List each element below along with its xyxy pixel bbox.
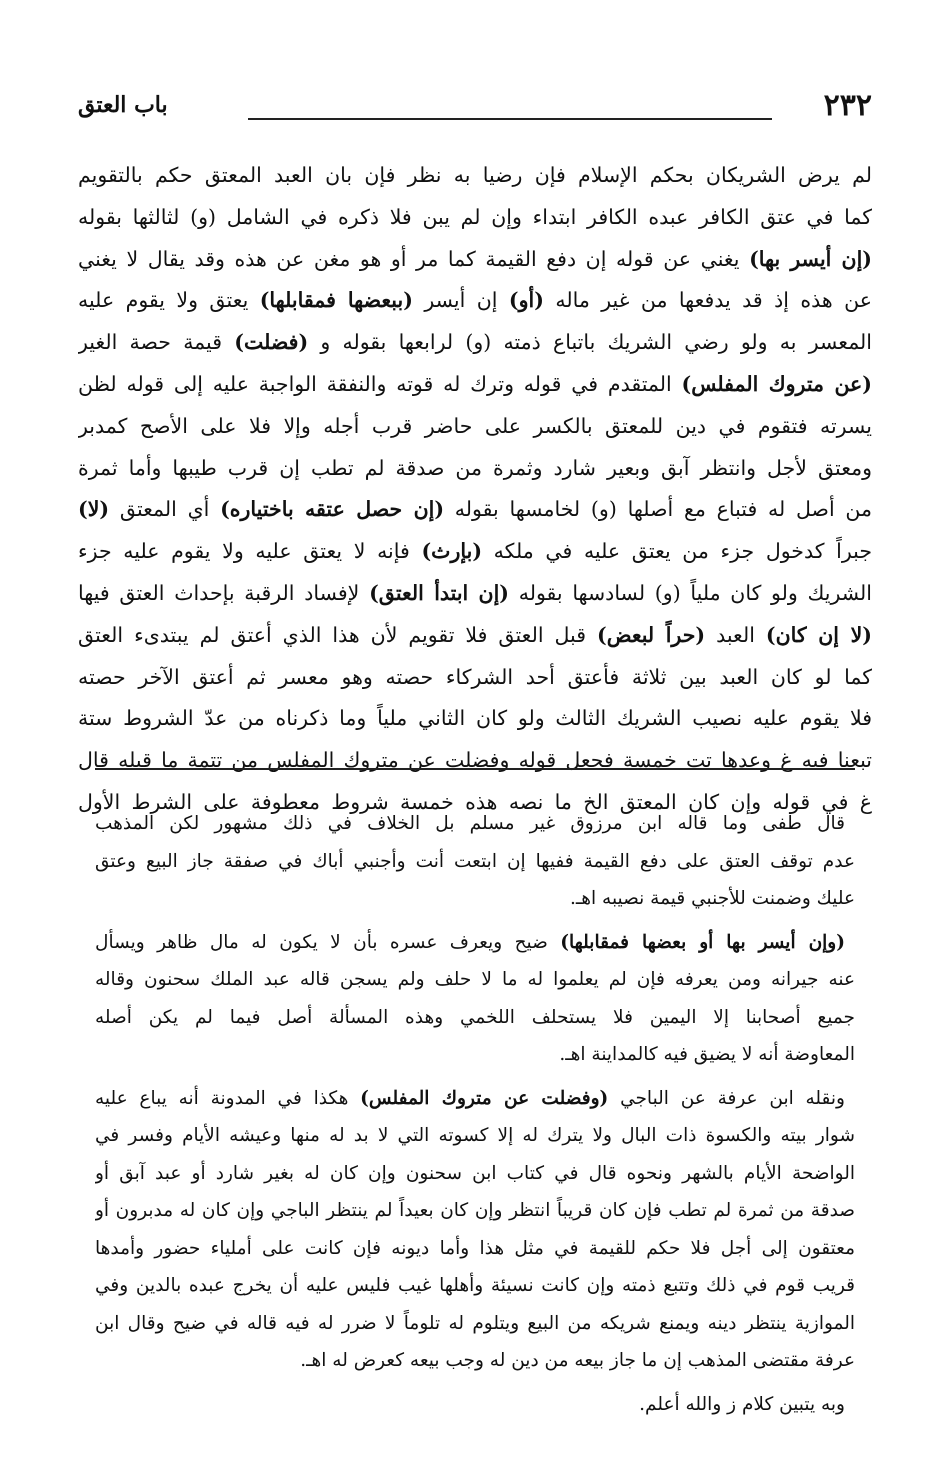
bold-lemma: (فضلت) — [234, 330, 309, 355]
bold-lemma: (إن حصل عتقه باختياره) — [220, 497, 445, 522]
text-run: المتقدم في قوله وترك له قوته والنفقة الواجبة عليه إلى قوله لظن — [78, 371, 682, 396]
text-line — [78, 280, 872, 322]
text-run: العبد — [705, 622, 766, 647]
text-run: ضيح ويعرف عسره بأن لا يكون له مال ظاهر ويسأل — [95, 931, 561, 953]
note-line — [95, 1305, 855, 1343]
bold-lemma: (إن أيسر بها) — [749, 246, 872, 271]
bold-lemma: (عن متروك المفلس) — [681, 371, 872, 396]
bold-lemma: (إن ابتدأ العتق) — [369, 580, 510, 605]
text-run: عدم توقف العتق على دفع القيمة ففيها إن ابتعت أنت وأجنبي أباك في صفقة جاز البيع وعتق — [95, 850, 855, 872]
text-run: شوار بيته والكسوة ذات البال ولا يترك له إلا كسوته التي لا بد له منها وعيشه الأيام وفسر في — [95, 1125, 855, 1146]
text-run: قيمة حصة الغير — [78, 330, 235, 355]
text-line — [78, 448, 872, 490]
bold-lemma: (أو) — [508, 288, 544, 313]
note-line — [95, 1155, 855, 1193]
text-run: صدقة من ثمرة لم تطب فإن كان قريباً انتظر وإن كان بعيداً لم ينتظر الباجي وإن كان له مدبرون أو — [95, 1200, 855, 1221]
note-line — [95, 1080, 855, 1118]
note-line — [95, 843, 855, 881]
text-run: من أصل له فتباع مع أصلها (و) لخامسها بقوله — [444, 497, 872, 522]
bold-lemma: (وإن أيسر بها أو بعضها فمقابلها) — [560, 931, 845, 953]
text-run: غ في قوله وإن كان المعتق الخ ما نصه هذه خمسة شروط معطوفة على الشرط الأول — [78, 789, 872, 814]
text-line — [78, 531, 872, 573]
text-run: قبل العتق فلا تقويم لأن هذا الذي أعتق لم يبتدىء العتق — [78, 622, 597, 647]
bold-lemma: (لا إن كان) — [765, 622, 872, 647]
note-paragraph — [95, 805, 855, 918]
bold-lemma: (ببعضها فمقابلها) — [259, 288, 413, 313]
text-line — [78, 406, 872, 448]
text-line — [78, 740, 872, 782]
text-line — [78, 615, 872, 657]
text-run: لإفساد الرقبة بإحداث العتق فيها — [78, 580, 370, 605]
note-line — [95, 1192, 855, 1230]
running-head: باب العتق — [78, 92, 168, 118]
text-line — [78, 657, 872, 699]
text-run: الواضحة الأيام بالشهر ونحوه قال في كتاب ابن سحنون وإن كان له بغير شارد أو عبد آبق أو — [95, 1162, 855, 1184]
note-line — [95, 1342, 855, 1380]
text-line — [78, 364, 872, 406]
text-run: ومعتق لأجل وانتظر آبق وبعير شارد وثمرة من صدقة لم تطب إن قرب طيبها وأما ثمرة — [78, 455, 872, 480]
text-run: كما لو كان العبد بين ثلاثة فأعتق أحد الشركاء حصته وهو معسر ثم أعتق الآخر حصته — [78, 664, 872, 689]
text-run: أي المعتق — [109, 497, 221, 522]
text-run: قريب قوم في ذلك وتتبع ذمته وإن كانت نسيئة وأهلها غيب فليس عليه أن يخرج عبده بالدين وفي — [95, 1275, 855, 1296]
note-line — [95, 1230, 855, 1268]
note-line — [95, 1117, 855, 1155]
text-run: يسرته فتقوم في دين للمعتق بالكسر على حاضر قرب أجله وإلا فلا على الأصح كمدبر — [78, 413, 872, 438]
note-line — [95, 924, 855, 962]
text-line — [78, 197, 872, 239]
bold-lemma: (حراً لبعض) — [597, 622, 706, 647]
text-run: عنه جيرانه ومن يعرفه فإن لم يعلموا له ما لا حلف ولم يسجن قاله عبد الملك سحنون وقاله — [95, 969, 855, 990]
text-run: فإنه لا يعتق عليه ولا يقوم عليه جزء — [78, 539, 422, 564]
text-run: جبراً كدخول جزء من يعتق عليه في ملكه — [482, 539, 872, 564]
text-run: كما في عتق الكافر عبده الكافر ابتداء وإن لم يبن فلا ذكره في الشامل (و) لثالثها بقوله — [78, 204, 872, 229]
text-run: يعتق ولا يقوم عليه — [78, 288, 260, 313]
note-line — [95, 805, 855, 843]
text-line — [78, 155, 872, 197]
text-run: الشريك ولو كان ملياً (و) لسادسها بقوله — [509, 580, 872, 605]
note-paragraph — [95, 1080, 855, 1380]
text-line — [78, 322, 872, 364]
note-line — [95, 999, 855, 1037]
text-run: عليك وضمنت للأجنبي قيمة نصيبه اهـ. — [569, 888, 855, 909]
text-line — [78, 489, 872, 531]
bold-lemma: (بإرث) — [421, 539, 483, 564]
note-line — [95, 1267, 855, 1305]
text-run: قال طفى وما قاله ابن مرزوق غير مسلم بل الخلاف في ذلك مشهور لكن المذهب — [95, 813, 845, 834]
note-line — [95, 1036, 855, 1074]
main-text — [78, 155, 872, 824]
text-run: يغني عن قوله إن دفع القيمة كما مر أو هو مغن عن هذه وقد يقال لا يغني — [78, 246, 750, 271]
page-number: ٢٣٢ — [823, 88, 872, 123]
text-run: جميع أصحابنا إلا اليمين فلا يستحلف اللخمي وهذه المسألة أصل فيما لم يكن أصله — [95, 1006, 855, 1028]
text-line — [78, 239, 872, 281]
text-run: المعسر به ولو رضي الشريك باتباع ذمته (و) لرابعها بقوله و — [308, 330, 872, 355]
text-run: تبعنا فيه غ وعدها تت خمسة فجعل قوله وفضلت عن متروك المفلس من تتمة ما قبله قال — [78, 748, 872, 773]
note-line — [95, 1386, 855, 1424]
text-run: ونقله ابن عرفة عن الباجي — [608, 1087, 845, 1109]
marginal-notes — [95, 805, 855, 1429]
text-run: هكذا في المدونة أنه يباع عليه — [95, 1087, 361, 1109]
bold-lemma: (لا) — [78, 497, 110, 522]
text-run: معتقون إلى أجل فلا حكم للقيمة في مثل هذا وأما ديونه فإن كانت على أملياء حضور وأمدها — [95, 1237, 855, 1259]
page-header — [78, 88, 872, 124]
note-paragraph — [95, 924, 855, 1074]
footnote-rule — [95, 768, 855, 770]
note-line — [95, 880, 855, 918]
text-run: الموازية ينتظر دينه ويمنع شريكه من البيع ويتلوم له تلوماً لا ضرر له فيه قاله في ضيح وقال ابن — [95, 1312, 855, 1334]
text-run: فلا يقوم عليه نصيب الشريك الثالث ولو كان الثاني ملياً وما ذكرناه من عدّ الشروط ستة — [78, 706, 872, 731]
text-line — [78, 573, 872, 615]
note-paragraph — [95, 1386, 855, 1424]
text-run: إن أيسر — [412, 288, 509, 313]
text-run: المعاوضة أنه لا يضيق فيه كالمداينة اهـ. — [559, 1044, 855, 1065]
note-line — [95, 961, 855, 999]
header-rule — [248, 118, 772, 120]
bold-lemma: (وفضلت عن متروك المفلس) — [360, 1087, 609, 1109]
text-run: عن هذه إذ قد يدفعها من غير ماله — [543, 288, 872, 313]
text-line — [78, 698, 872, 740]
text-run: وبه يتبين كلام ز والله أعلم. — [639, 1393, 845, 1415]
text-run: عرفة مقتضى المذهب إن ما جاز بيعه من دين له وجب بيعه كعرض له اهـ. — [300, 1350, 855, 1371]
text-run: لم يرض الشريكان بحكم الإسلام فإن رضيا به نظر فإن بان العبد المعتق حكم بالتقويم — [78, 163, 872, 187]
